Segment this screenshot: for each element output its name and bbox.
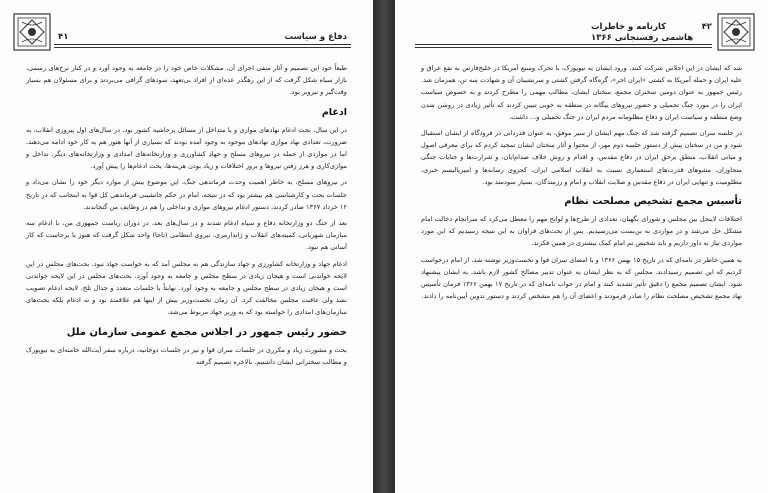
paragraph: به همین خاطر در نامه‌ای که در تاریخ ۱۵ بهمن ۱۳۶۶ و با امضای سران قوا و نخست‌وزیر نوشته شد، از امام درخواست کردیم که این تصمیم رسیدادند. مجلس که به نظر ایشان به عنوان تدبیر مصالح کشور لازم باشد، به ایشان پیشنهاد شود. ایشان تصمیم مجمع را دقیق تأثیر تشدید کنند و امام در جواب نامه‌ای که در تاریخ ۱۷ بهمن ۱۳۶۶ فرمان تأسیس نهاد مجمع تشخیص مصلحت نظام را صادر فرمودند و اعضای آن را هم مشخص کردند و دستور تدوین آیین‌نامه را دادند. <box>421 255 742 301</box>
left-page-body <box>26 62 347 485</box>
section-heading: حضور رئیس جمهور در اجلاس مجمع عمومی سازمان ملل <box>66 326 347 338</box>
paragraph: در نیروهای مسلح، به خاطر اهمیت وحدت فرماندهی جنگ، این موضوع بیش از موارد دیگر خود را نشان می‌داد و جلسات بحث و کارشناسی هم بیشتر بود که در نتیجه، امام در حکم جانشینی فرماندهی کل قوا به اینجانب که در تاریخ ۱۲ خرداد ۱۳۶۷ صادر کردند، دستور ادغام نیروهای موازی و تداخلی را هم در وظایف من گنجاندند. <box>26 178 347 211</box>
running-header: کارنامه و خاطرات <box>591 22 667 32</box>
paragraph: اختلافات لاینحل بین مجلس و شورای نگهبان، تعدادی از طرح‌ها و لوایح مهم را معطل می‌کرد که سرانجام دخالت امام مشکل حل می‌شد و در مواردی به بن‌بست می‌رسیدیم. پس از بحث‌های فراوان به این نتیجه رسیدیم که این مورد مواردی نیاز به داور داریم و باید شخیص تم امام کمک بیشتری در همین فکرند. <box>421 215 742 248</box>
left-page <box>0 0 373 493</box>
paragraph: ادغام جهاد و وزارتخانه کشاورزی و جهاد سازندگی هم به مجلس آمد که به خواست جهاد نبود. بحث‌های مجلس در این لایحه خواندنی است و هیجان زیادی در سطح مجلس و جامعه به وجود آورد. بحث‌های مجلس در این لایحه خواندنی است و هیجان زیادی در سطح مجلس و جامعه به وجود آورد. نهایتاً با جلسات متعدد و جدال تلخ، لایحه ادغام تصویب نشد ولی عاقبت مجلس مخالفت کرد. آن زمان نخست‌وزیر بیش از اینها هم علاقمند بود و نه ادغام بلکه بحث‌های سازمان‌های امدادی را خواسته بود که به وزیر جهاد مربوط می‌شد. <box>26 259 347 317</box>
paragraph: در این سال، بحث ادغام نهادهای موازی و یا متداخل از مسائل پرحاشیه کشور بود. در سال‌های اول پیروزی انقلاب، به ضرورت، تعدادی نهاد موازی نهادهای موجود به وجود آمده بودند که بسیاری از آنها هنوز هم به کار خود ادامه می‌دهند. اما در مواردی از جمله در نیروهای مسلح و جهاد کشاورزی و وزارتخانه‌های امدادی و وزارتخانه‌های دیگر، تداخل و موازی‌کاری و هرز رفتن نیروها و بروز اختلافات و زیاد بودن هزینه‌ها، بحث ادغام‌ها را پیش آورد. <box>26 125 347 171</box>
page-number: ۴۱ <box>58 32 69 42</box>
header-rule <box>415 44 712 45</box>
header-rule <box>54 47 351 48</box>
left-page-header <box>6 8 367 54</box>
ornament-icon <box>716 12 756 52</box>
header-rule <box>415 47 712 48</box>
paragraph: بحث و مشورت زیاد و مکرری در جلسات سران قوا و نیز در جلسات دوجانبه، درباره سفر آیت‌الله خامنه‌ای به نیویورک و مطالب سخنرانی ایشان داشتیم. بالاخره تصمیم گرفته <box>26 345 347 366</box>
paragraph: در جلسه سران تصمیم گرفته شد که جنگ مهم ایشان از سیر موفق، به عنوان قدردانی در فرودگاه از ایشان استقبال شود و من در سخنان پیش از دستور جلسه دوم مهر، از محتوا و آثار سخنان ایشان تمجید کردم که برای معرفی اصول و مبانی انقلاب، منطق برحق ایران در دفاع مقدس، و اقدام و روش خلاف صدام‌ایان، و شرارت‌ها و جنایات جنگی متجاوزان، مشوهای قدرت‌های استعماری نسبت به انقلاب اسلامی ایران، کجروی رسانه‌ها و امپریالیسم خبری، مظلومیت و تنهایی ایران در دفاع مقدس و صلابت انقلاب و امام و رزمندگان، بسیار سودمند بود. <box>421 129 742 186</box>
page-number: ۴۲ <box>701 22 712 32</box>
ornament-icon <box>12 12 52 52</box>
section-heading: تأسیس مجمع تشخیص مصلحت نظام <box>564 196 742 208</box>
header-rule <box>54 44 351 45</box>
running-header: دفاع و سیاست <box>284 32 347 42</box>
paragraph: بعد از جنگ دو وزارتخانه دفاع و سپاه ادغام شدند و در سال‌های بعد، در دوران ریاست جمهوری من، با ادغام سه سازمان شهربانی، کمیته‌های انقلاب و ژاندارمری، نیروی انتظامی (ناجا) واحد شکل گرفت که هنوز با برجاست که کار آسانی هم نبود. <box>26 219 347 252</box>
right-page-body <box>421 62 742 485</box>
right-page-header <box>401 8 762 54</box>
section-heading: ادغام <box>321 106 347 118</box>
book-gutter <box>373 0 395 493</box>
right-page <box>395 0 768 493</box>
paragraph: طبعاً خود این تصمیم و آثار منفی اجرای آن، مشکلات خاص خود را در جامعه به وجود آورد و در کنار نرخ‌های رسمی، بازار سیاه شکل گرفت که از این رهگذر عده‌ای از افراد بی‌تعهد، سودهای گزافی می‌بردند و برای مسئولان هم بسیار وقت‌گیر و نیروبر بود. <box>26 64 347 97</box>
running-header-sub: هاشمی رفسنجانی ۱۳۶۶ <box>591 33 694 43</box>
paragraph: شد که ایشان در این اجلاس شرکت کنند. ورود ایشان به نیویورک، با تحرک وسیع آمریکا در خلیج‌فارس به نفع عراق و علیه ایران و حمله آمریکا به کشتی «ایران اجر»، گره‌گاه گرفتن کشتی و سرنشینان آن و شهادت سه تن، همزمان شد. رئیس جمهور به عنوان دومین سخنران مجمع، سخنان ایشان، مطالب مهمی را مطرح کردند و به خصوص سیاست ایران را در مورد جنگ تحمیلی و حضور نیروهای بیگانه در منطقه به خوبی تبیین کردند که تأثیر زیادی در روشن شدن وضع منطقه و سیاست ایران و دفاع مظلومانه مردم ایران در جنگ تحمیلی و... داشت. <box>421 64 742 121</box>
